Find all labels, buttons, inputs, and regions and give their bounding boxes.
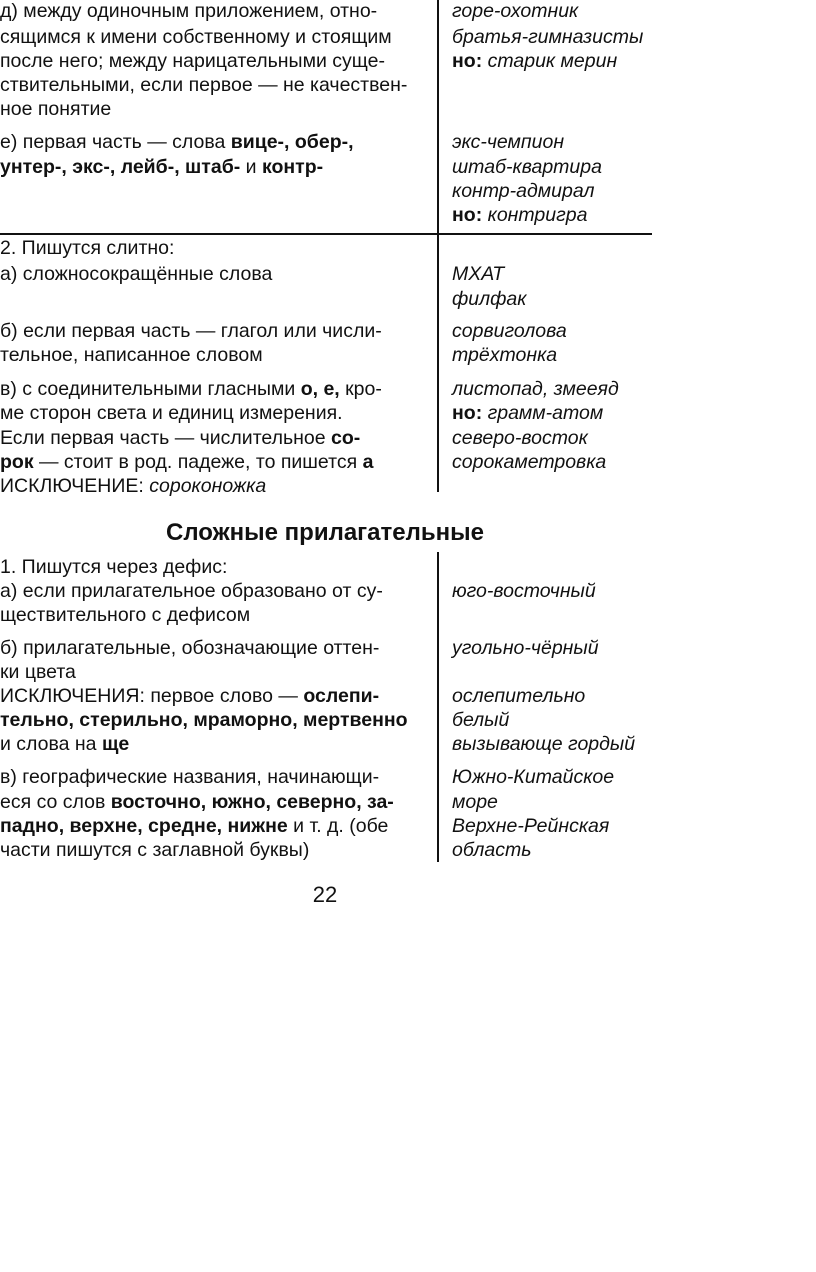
example-3b-2: ослепительно [452,685,586,707]
rule-d-line-3: после него; между нарицательными суще- [0,50,385,72]
rule-2v-line-2: ме сторон света и единиц измерения. [0,402,343,424]
rule-e-line-1: е) первая часть — слова вице-, обер-, [0,131,354,153]
rule-e-line-2: унтер-, экс-, лейб-, штаб- и контр- [0,156,324,178]
section-3-title: 1. Пишутся через дефис: [0,556,228,578]
example-3v-4: область [452,839,532,861]
rule-3a-line-2: ществительного с дефисом [0,604,251,626]
rule-2b-line-1: б) если первая часть — глагол или числи- [0,320,382,342]
example-d-2: братья-гимназисты [452,26,644,48]
rule-2a-line-1: а) сложносокращённые слова [0,263,273,285]
column-divider-top [437,0,439,234]
example-3a-1: юго-восточный [452,580,596,602]
example-2v-2: но: грамм-атом [452,402,604,424]
rule-2v-line-3: Если первая часть — числительное со- [0,427,361,449]
rule-3v-line-4: части пишутся с заглавной буквы) [0,839,310,861]
example-3b-1: угольно-чёрный [452,637,599,659]
rule-3a-line-1: а) если прилагательное образовано от су- [0,580,383,602]
rule-3b-line-3: ИСКЛЮЧЕНИЯ: первое слово — ослепи- [0,685,380,707]
example-2b-2: трёхтонка [452,344,558,366]
rule-2v-line-4: рок — стоит в род. падеже, то пишется а [0,451,374,473]
example-2b-1: сорвиголова [452,320,567,342]
example-e-3: контр-адмирал [452,180,595,202]
rule-d-line-2: сящимся к имени собственному и стоящим [0,26,392,48]
example-2a-2: филфак [452,288,527,310]
rule-d-line-5: ное понятие [0,98,112,120]
rule-2v-line-1: в) с соединительными гласными о, е, кро- [0,378,382,400]
rule-3v-line-2: еся со слов восточно, южно, северно, за- [0,791,394,813]
rule-3b-line-1: б) прилагательные, обозначающие оттен- [0,637,380,659]
rule-3b-line-4: тельно, стерильно, мраморно, мертвенно [0,709,408,731]
example-d-3: но: старик мерин [452,50,618,72]
rule-d-line-1: д) между одиночным приложением, отно- [0,0,378,22]
example-d-1: горе-охотник [452,0,579,22]
example-3b-3: белый [452,709,510,731]
rule-3b-line-5: и слова на ще [0,733,130,755]
rule-2b-line-2: тельное, написанное словом [0,344,263,366]
rule-3b-line-2: ки цвета [0,661,76,683]
page-number: 22 [312,882,338,907]
example-3v-1: Южно-Китайское [452,766,615,788]
column-divider-bottom [437,552,439,862]
example-2a-1: МХАТ [452,263,505,285]
rule-d-line-4: ствительными, если первое — не качествен- [0,74,408,96]
example-e-2: штаб-квартира [452,156,602,178]
example-3b-4: вызывающе гордый [452,733,636,755]
example-3v-3: Верхне-Рейнская [452,815,610,837]
example-e-1: экс-чемпион [452,131,565,153]
example-2v-1: листопад, змееяд [452,378,619,400]
example-e-4: но: контригра [452,204,588,226]
rule-3v-line-1: в) географические названия, начинающи- [0,766,380,788]
example-2v-4: сорокаметровка [452,451,607,473]
column-divider-middle [437,234,439,492]
section-2-title: 2. Пишутся слитно: [0,237,175,259]
section-heading: Сложные прилагательные [166,519,484,546]
example-3v-2: море [452,791,498,813]
rule-3v-line-3: падно, верхне, средне, нижне и т. д. (обе [0,815,389,837]
rule-2v-line-5: ИСКЛЮЧЕНИЕ: сороконожка [0,475,267,497]
example-2v-3: северо-восток [452,427,588,449]
